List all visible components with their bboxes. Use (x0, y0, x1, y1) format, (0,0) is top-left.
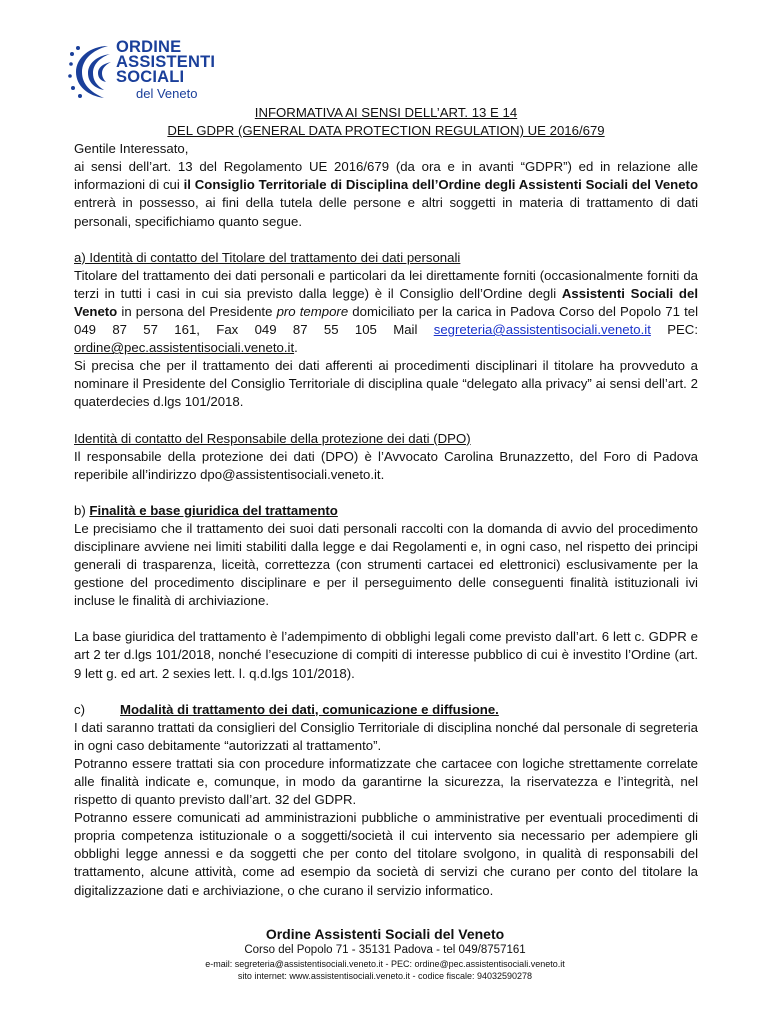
section-a-paragraph-2: Si precisa che per il trattamento dei dati afferenti ai procedimenti disciplinari il titolare ha provveduto a nominare il Presidente del Consiglio Territoriale di disciplina quale “delegato alla privacy” ai sensi dell’art. 2 quaterdecies d.lgs 101/2018. (74, 358, 698, 410)
section-a-italic: pro tempore (276, 303, 349, 319)
pec-link[interactable]: ordine@pec.assistentisociali.veneto.it (74, 340, 295, 356)
doc-title-line2: DEL GDPR (GENERAL DATA PROTECTION REGULATION) UE 2016/679 (167, 123, 605, 139)
logo (68, 40, 248, 102)
section-b-paragraph-2: La base giuridica del trattamento è l’adempimento di obblighi legali come previsto dall’art. 6 lett c. GDPR e art 2 ter d.lgs 101/2018, nonché l’esecuzione di compiti di interesse pubblico di cui è investito l’Ordine (art. 9 lett g. ed art. 2 sexies lett. l. q.d.lgs 101/2018). (74, 629, 698, 681)
intro-bold-1: il Consiglio Territoriale di Disciplina dell’Ordine degli Assistenti Sociali del Veneto (183, 177, 698, 193)
section-b-prefix: b) (74, 502, 90, 518)
section-c-paragraph-3: Potranno essere comunicati ad amministrazioni pubbliche o amministrative per eventuali procedimenti di propria competenza istituzionale o a soggetti/società il cui intervento sia necessario per adempiere gli obblighi legge annessi e da soggetti che per conto del titolare svolgono, in qualità di responsabili del trattamento, alcune attività, come ad esempio da società di servizi che curano per conto del titolare la digitalizzazione dati e archiviazione, o che curano il servizio informatico. (74, 810, 698, 898)
logo-text (116, 40, 215, 85)
footer-email-line: e-mail: segreteria@assistentisociali.veneto.it - PEC: ordine@pec.assistentisociali.veneto.it (205, 959, 565, 969)
section-a-heading: a) Identità di contatto del Titolare del trattamento dei dati personali (74, 249, 461, 265)
section-a-paragraph (74, 267, 698, 357)
section-a-text-5: . (294, 340, 298, 356)
section-a-text-3: domiciliato per la carica in Padova Corso del Popolo 71 tel 049 87 57 161, Fax 049 87 55 105 Mail (74, 303, 699, 338)
section-b-paragraph-1: Le precisiamo che il trattamento dei suoi dati personali raccolti con la domanda di avvio del procedimento disciplinare avviene nei limiti stabiliti dalla legge e dai Regolamenti e, in ogni caso, nel rispetto dei principi generali di trasparenza, liceità, correttezza (con strumenti cartacei ed elettronici) esclusivamente per la gestione del procedimento disciplinare e per il perseguimento delle conseguenti finalità istituzionali ivi incluse le finalità di archiviazione. (74, 520, 698, 609)
section-a-text-1: Titolare del trattamento dei dati personali e particolari da lei direttamente forniti (occasionalmente forniti da terzi in tutti i casi in cui sia previsto dalla legge) è il Consiglio dell’Ordine degli (74, 267, 698, 301)
section-c-letter: c) (74, 701, 85, 717)
intro-text-1: ai sensi dell’art. 13 del Regolamento UE 2016/679 (da ora e in avanti “GDPR”) ed in relazione alle informazioni di cui (74, 159, 698, 193)
section-c-paragraph-2: Potranno essere trattati sia con procedure informatizzate che cartacee con logiche strettamente correlate alle finalità indicate e, comunque, in modo da garantirne la sicurezza, la riservatezza e l’integrità, nel rispetto di quanto previsto dall’art. 32 del GDPR. (74, 755, 698, 808)
section-a-text-2: in persona del Presidente (117, 303, 277, 319)
intro-paragraph (74, 158, 698, 230)
logo-line-assistenti: ASSISTENTI (116, 53, 216, 71)
footer-site-line: sito internet: www.assistentisociali.veneto.it - codice fiscale: 94032590278 (237, 971, 533, 981)
section-c-paragraph-1: I dati saranno trattati da consiglieri del Consiglio Territoriale di disciplina nonché dal personale di segreteria in ogni caso debitamente “autorizzati al trattamento”. (74, 719, 698, 753)
email-link[interactable]: segreteria@assistentisociali.veneto.it (433, 322, 651, 338)
section-c-heading (74, 701, 698, 719)
greeting: Gentile Interessato, (74, 141, 189, 157)
logo-line-ordine: ORDINE (116, 38, 182, 56)
logo-line-sociali: SOCIALI (116, 68, 185, 86)
dpo-paragraph: Il responsabile della protezione dei dati (DPO) è l’Avvocato Carolina Brunazzetto, del Foro di Padova reperibile all’indirizzo dpo@assistentisociali.veneto.it. (74, 448, 698, 482)
section-a-bold: Assistenti Sociali del Veneto (74, 285, 698, 319)
section-a-text-4: PEC: (650, 322, 698, 338)
logo-swirl-icon (68, 40, 118, 100)
intro-text-2: entrerà in possesso, ai fini della tutela delle persone e altri soggetti in materia di trattamento di dati personali, specifichiamo quanto segue. (74, 195, 698, 229)
section-b-heading (74, 502, 698, 520)
footer-org-name: Ordine Assistenti Sociali del Veneto (265, 926, 505, 942)
section-b-title: Finalità e base giuridica del trattamento (89, 502, 338, 518)
document-body (74, 104, 698, 900)
doc-title-line1: INFORMATIVA AI SENSI DELL’ART. 13 E 14 (254, 105, 518, 120)
logo-line-veneto: del Veneto (136, 86, 198, 101)
dpo-heading: Identità di contatto del Responsabile della protezione dei dati (DPO) (74, 430, 471, 446)
footer-address: Corso del Popolo 71 - 35131 Padova - tel 049/8757161 (244, 944, 526, 956)
footer (0, 926, 770, 982)
section-c-title: Modalità di trattamento dei dati, comunicazione e diffusione. (120, 701, 499, 717)
